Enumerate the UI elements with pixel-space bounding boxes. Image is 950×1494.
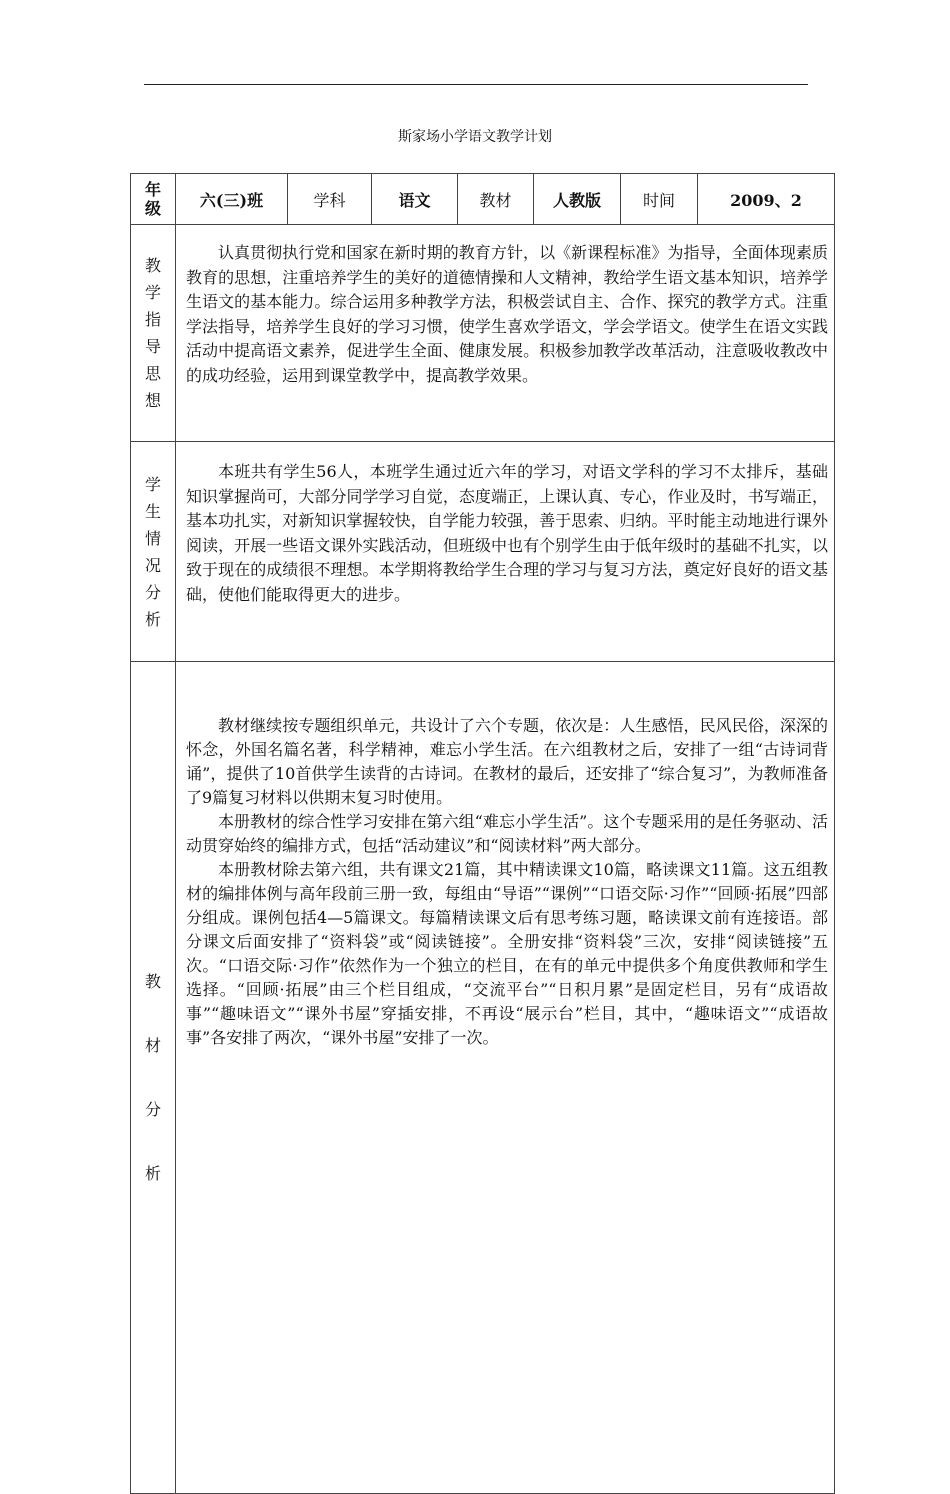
subject-value: 语文	[372, 174, 458, 225]
paragraph: 本册教材的综合性学习安排在第六组“难忘小学生活”。这个专题采用的是任务驱动、活动贯穿始终的编排方式，包括“活动建议”和“阅读材料”两大部分。	[186, 812, 828, 855]
paragraph: 本班共有学生56人，本班学生通过近六年的学习，对语文学科的学习不太排斥，基础知识掌握尚可，大部分同学学习自觉，态度端正，上课认真、专心，作业及时，书写端正，基本功扎实，对新知识掌握较快，自学能力较强，善于思索、归纳。平时能主动地进行课外阅读，开展一些语文课外实践活动，但班级中也有个别学生由于低年级时的基础不扎实，以致于现在的成绩很不理想。本学期将教给学生合理的学习与复习方法，奠定好良好的语文基础，使他们能取得更大的进步。	[186, 462, 828, 604]
section-body	[176, 225, 835, 442]
paragraph: 本册教材除去第六组，共有课文21篇，其中精读课文10篇，略读课文11篇。这五组教材的编排体例与高年段前三册一致，每组由“导语”“课例”“口语交际·习作”“回顾·拓展”四部分组成。课例包括4—5篇课文。每篇精读课文后有思考练习题，略读课文前有连接语。部分课文后面安排了“资料袋”或“阅读链接”。全册安排“资料袋”三次，安排“阅读链接”五次。“口语交际·习作”依然作为一个独立的栏目，在有的单元中提供多个角度供教师和学生选择。“回顾·拓展”由三个栏目组成，“交流平台”“日积月累”是固定栏目，另有“成语故事”“趣味语文”“课外书屋”穿插安排，不再设“展示台”栏目，其中，“趣味语文”“成语故事”各安排了两次，“课外书屋”安排了一次。	[186, 860, 828, 1047]
page-title: 斯家场小学语文教学计划	[398, 129, 552, 145]
plan-table	[130, 173, 835, 1494]
paragraph: 教材继续按专题组织单元，共设计了六个专题，依次是：人生感悟，民风民俗，深深的怀念，外国名篇名著，科学精神，难忘小学生活。在六组教材之后，安排了一组“古诗词背诵”，提供了10首供学生读背的古诗词。在教材的最后，还安排了“综合复习”，为教师准备了9篇复习材料以供期末复习时使用。	[186, 716, 828, 807]
section-label: 教 学 指 导 思 想	[131, 225, 176, 442]
paragraph: 认真贯彻执行党和国家在新时期的教育方针，以《新课程标准》为指导，全面体现素质教育的思想，注重培养学生的美好的道德情操和人文精神，教给学生语文基本知识，培养学生语文的基本能力。综合运用多种教学方法，积极尝试自主、合作、探究的教学方式。注重学法指导，培养学生良好的学习习惯，使学生喜欢学语文，学会学语文。使学生在语文实践活动中提高语文素养，促进学生全面、健康发展。积极参加教学改革活动，注意吸收教改中的成功经验，运用到课堂教学中，提高教学效果。	[186, 243, 828, 385]
time-label: 时间	[621, 174, 698, 225]
textbook-label: 教材	[458, 174, 534, 225]
subject-label: 学科	[288, 174, 372, 225]
textbook-analysis-row	[131, 662, 835, 1494]
header-rule	[144, 84, 808, 85]
class-value: 六(三)班	[176, 174, 288, 225]
section-body	[176, 442, 835, 662]
section-label: 教 材 分 析	[131, 662, 176, 1494]
grade-label: 年级	[131, 174, 176, 225]
textbook-value: 人教版	[534, 174, 621, 225]
section-body	[176, 662, 835, 1494]
section-label: 学 生 情 况 分 析	[131, 442, 176, 662]
student-analysis-row	[131, 442, 835, 662]
guiding-thought-row	[131, 225, 835, 442]
time-value: 2009、2	[698, 174, 835, 225]
header-row	[131, 174, 835, 225]
